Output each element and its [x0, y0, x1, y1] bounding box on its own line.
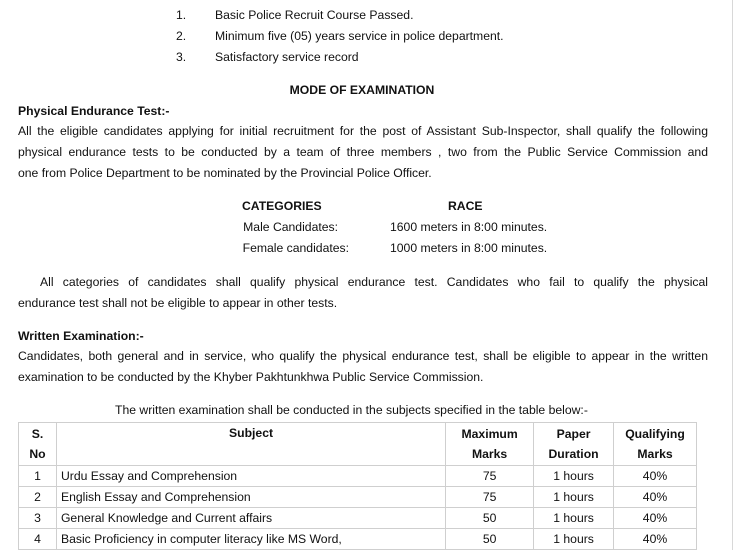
- race-header: RACE: [448, 199, 483, 213]
- max-marks-cell: 75: [446, 487, 534, 508]
- paragraph-line: examination to be conducted by the Khyber Pakhtunkhwa Public Service Commission.: [18, 370, 484, 384]
- qualifying-cell: 40%: [614, 487, 697, 508]
- duration-header: Paper Duration: [534, 423, 614, 466]
- page-edge-rule: [732, 0, 733, 550]
- physical-note-line-2: [18, 293, 708, 314]
- subject-cell: General Knowledge and Current affairs: [56, 508, 445, 529]
- paragraph-line: Candidates, both general and in service, who qualify the physical endurance test, shall be eligible to appear in the written: [18, 349, 708, 363]
- max-marks-cell: 50: [446, 508, 534, 529]
- max-marks-cell: 50: [446, 529, 534, 550]
- qualifying-cell: 40%: [614, 466, 697, 487]
- physical-test-paragraph: [18, 121, 708, 184]
- subject-cell: Basic Proficiency in computer literacy like MS Word,: [56, 529, 445, 550]
- duration-cell: 1 hours: [534, 466, 614, 487]
- paragraph-line: endurance test shall not be eligible to appear in other tests.: [18, 296, 338, 310]
- category-label: Male Candidates:: [243, 220, 338, 234]
- category-label: Female candidates:: [242, 241, 349, 255]
- table-row: [19, 508, 697, 529]
- race-value: 1600 meters in 8:00 minutes.: [390, 220, 548, 234]
- paragraph-line: physical endurance tests to be conducted by a team of three members , two from the Public Service Commission and: [18, 145, 708, 159]
- categories-header: CATEGORIES: [242, 199, 322, 213]
- subject-header: Subject: [56, 423, 445, 466]
- written-exam-heading: Written Examination:-: [18, 329, 144, 343]
- duration-cell: 1 hours: [534, 529, 614, 550]
- list-number: 2.: [176, 29, 187, 43]
- sno-header: S. No: [19, 423, 57, 466]
- sno-cell: 2: [19, 487, 57, 508]
- table-row: [19, 466, 697, 487]
- list-item: Satisfactory service record: [215, 50, 359, 64]
- list-number: 1.: [176, 8, 187, 22]
- subject-cell: English Essay and Comprehension: [56, 487, 445, 508]
- physical-test-heading: Physical Endurance Test:-: [18, 104, 170, 118]
- physical-note-line-1: [40, 272, 708, 293]
- table-row: [19, 529, 697, 550]
- table-intro: The written examination shall be conducted in the subjects specified in the table below:-: [115, 403, 588, 417]
- paragraph-line: one from Police Department to be nominated by the Provincial Police Officer.: [18, 166, 432, 180]
- duration-cell: 1 hours: [534, 487, 614, 508]
- list-number: 3.: [176, 50, 187, 64]
- sno-cell: 4: [19, 529, 57, 550]
- subject-cell: Urdu Essay and Comprehension: [56, 466, 445, 487]
- list-item: Minimum five (05) years service in police department.: [215, 29, 504, 43]
- table-row: [19, 487, 697, 508]
- race-value: 1000 meters in 8:00 minutes.: [390, 241, 548, 255]
- duration-cell: 1 hours: [534, 508, 614, 529]
- table-header-row: [19, 423, 697, 466]
- qualifying-cell: 40%: [614, 529, 697, 550]
- qualifying-header: Qualifying Marks: [614, 423, 697, 466]
- sno-cell: 3: [19, 508, 57, 529]
- sno-cell: 1: [19, 466, 57, 487]
- mode-of-examination-heading: MODE OF EXAMINATION: [289, 83, 435, 97]
- paragraph-line: All categories of candidates shall qualify physical endurance test. Candidates who fail to qualify the physical: [40, 275, 708, 289]
- subjects-table: [18, 422, 697, 550]
- list-item: Basic Police Recruit Course Passed.: [215, 8, 414, 22]
- max-marks-cell: 75: [446, 466, 534, 487]
- qualifying-cell: 40%: [614, 508, 697, 529]
- written-exam-paragraph: [18, 346, 708, 388]
- paragraph-line: All the eligible candidates applying for initial recruitment for the post of Assistant Sub-Inspector, shall qualify the following: [18, 124, 708, 138]
- max-marks-header: Maximum Marks: [446, 423, 534, 466]
